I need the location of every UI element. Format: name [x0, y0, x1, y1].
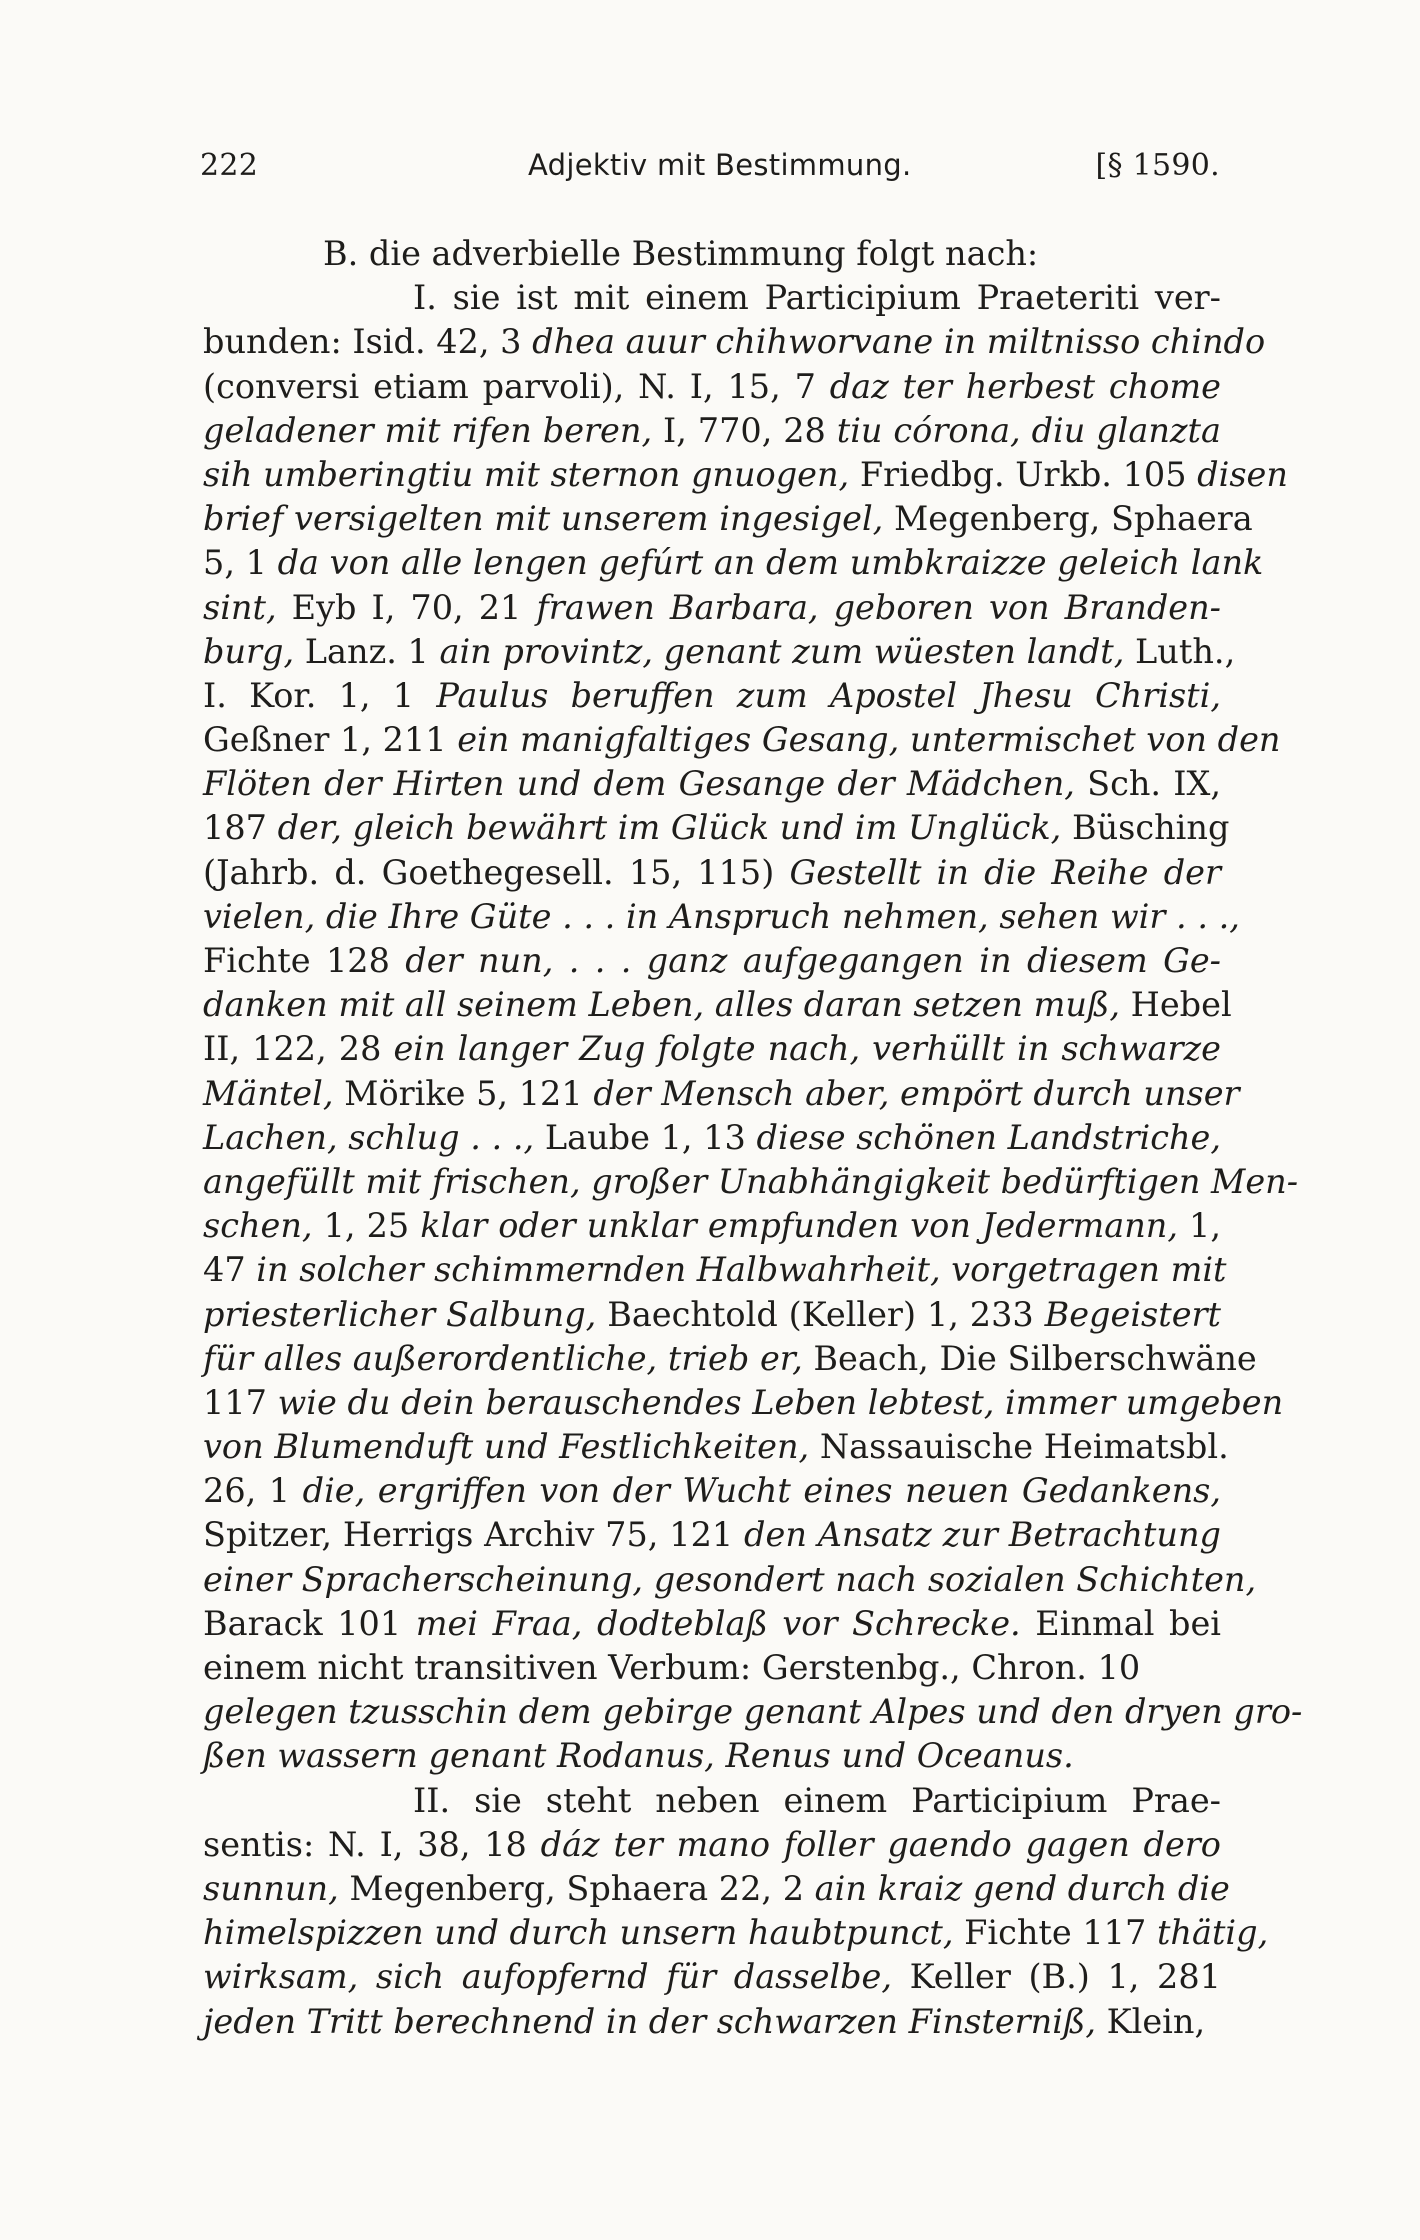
reference-text: Einmal bei	[1020, 1603, 1221, 1643]
quotation-text: priesterlicher Salbung,	[203, 1294, 597, 1334]
quotation-text: tiu córona, diu glanzta	[836, 410, 1221, 450]
page-header	[200, 148, 1220, 194]
text-line	[203, 409, 1221, 453]
reference-text: 1, 25	[312, 1206, 421, 1246]
text-line	[203, 586, 1221, 630]
reference-text: Lanz. 1	[294, 631, 440, 671]
quotation-text: Flöten der Hirten und dem Gesange der Mädchen,	[203, 764, 1075, 804]
reference-text: Sch. IX,	[1074, 764, 1221, 804]
quotation-text: die, ergriffen von der Wucht eines neuen Gedankens,	[302, 1471, 1222, 1511]
quotation-text: thätig,	[1156, 1913, 1269, 1953]
text-line	[203, 1204, 1221, 1248]
reference-text: I. Kor. 1, 1	[203, 675, 437, 715]
quotation-text: brief versigelten mit unserem ingesigel,	[203, 499, 884, 539]
text-line	[203, 1779, 1221, 1823]
text-line	[203, 1027, 1221, 1071]
text-line	[203, 1823, 1221, 1867]
quotation-text: Mäntel,	[203, 1073, 334, 1113]
text-line	[203, 1911, 1269, 1955]
text-line	[203, 1160, 1299, 1204]
reference-text: Luth.,	[1124, 631, 1236, 671]
reference-text: II. sie steht neben einem Participium Prae-	[413, 1780, 1221, 1820]
quotation-text: in solcher schimmernden Halbwahrheit, vorgetragen mit	[256, 1250, 1227, 1290]
text-line	[203, 1248, 1227, 1292]
section-marker: [§ 1590.	[1095, 148, 1220, 183]
text-line	[203, 1690, 1303, 1734]
text-line	[203, 1337, 1257, 1381]
quotation-text: danken mit all seinem Leben, alles daran setzen muß,	[203, 985, 1120, 1025]
quotation-text: wirksam, sich aufopfernd für dasselbe,	[203, 1957, 893, 1997]
quotation-text: burg,	[203, 631, 295, 671]
reference-text: 26, 1	[203, 1471, 303, 1511]
text-line	[203, 365, 1221, 409]
running-title: Adjektiv mit Bestimmung.	[528, 148, 912, 182]
quotation-text: geladener mit rifen beren,	[203, 410, 653, 450]
text-line	[203, 2000, 1221, 2044]
quotation-text: daz ter herbest chome	[829, 366, 1221, 406]
text-line	[203, 983, 1232, 1027]
reference-text: Geßner 1, 211	[203, 720, 458, 760]
text-line	[203, 1602, 1221, 1646]
quotation-text: ßen wassern genant Rodanus, Renus und Oceanus.	[203, 1736, 1074, 1776]
reference-text: I. sie ist mit einem Participium Praeteriti ver-	[413, 278, 1221, 318]
text-line	[203, 1469, 1221, 1513]
reference-text: Baechtold (Keller) 1, 233	[596, 1294, 1045, 1334]
reference-text: sentis: N. I, 38, 18	[203, 1824, 541, 1864]
text-line	[203, 453, 1288, 497]
quotation-text: schen,	[203, 1206, 313, 1246]
text-line	[203, 630, 1236, 674]
reference-text: Hebel	[1119, 985, 1232, 1025]
quotation-text: sih umberingtiu mit sternon gnuogen,	[203, 454, 850, 494]
quotation-text: mei Fraa, dodteblaß vor Schrecke.	[415, 1603, 1021, 1643]
reference-text: Spitzer, Herrigs Archiv 75, 121	[203, 1515, 745, 1555]
reference-text: II, 122, 28	[203, 1029, 394, 1069]
text-line	[203, 762, 1221, 806]
text-line	[203, 1734, 1221, 1778]
quotation-text: sint,	[203, 587, 277, 627]
reference-text: Büsching	[1061, 808, 1230, 848]
quotation-text: frawen Barbara, geboren von Branden-	[536, 587, 1221, 627]
quotation-text: der Mensch aber, empört durch unser	[593, 1073, 1240, 1113]
text-line	[203, 1381, 1284, 1425]
reference-text: Eyb I, 70, 21	[276, 587, 537, 627]
quotation-text: einer Spracherscheinung, gesondert nach sozialen Schichten,	[203, 1559, 1257, 1599]
reference-text: 117	[203, 1382, 278, 1422]
reference-text: 1,	[1178, 1206, 1221, 1246]
quotation-text: dhea auur chihworvane in miltnisso chindo	[532, 322, 1266, 362]
text-line	[203, 1293, 1221, 1337]
quotation-text: Gestellt in die Reihe der	[789, 852, 1221, 892]
reference-text: Keller (B.) 1, 281	[892, 1957, 1221, 1997]
reference-text: (Jahrb. d. Goethegesell. 15, 115)	[203, 852, 790, 892]
text-line	[203, 895, 1240, 939]
text-line	[203, 718, 1281, 762]
quotation-text: da von alle lengen gefúrt an dem umbkraizze geleich lank	[277, 543, 1264, 583]
reference-text: 47	[203, 1250, 257, 1290]
text-line	[203, 939, 1221, 983]
quotation-text: Begeistert	[1044, 1294, 1221, 1334]
text-line	[203, 497, 1253, 541]
reference-text: Barack 101	[203, 1603, 416, 1643]
text-line	[203, 1867, 1230, 1911]
quotation-text: von Blumenduft und Festlichkeiten,	[203, 1427, 810, 1467]
quotation-text: ein langer Zug folgte nach, verhüllt in schwarze	[393, 1029, 1221, 1069]
quotation-text: sunnun,	[203, 1868, 339, 1908]
reference-text: B. die adverbielle Bestimmung folgt nach:	[323, 234, 1039, 273]
text-line	[203, 1425, 1229, 1469]
reference-text: (conversi etiam parvoli), N. I, 15, 7	[203, 366, 830, 406]
quotation-text: vielen, die Ihre Güte . . . in Anspruch nehmen, sehen wir . . .,	[203, 896, 1240, 936]
text-line	[203, 1646, 1221, 1690]
reference-text: 187	[203, 808, 278, 848]
text-line	[203, 1116, 1221, 1160]
quotation-text: himelspizzen und durch unsern haubtpunct,	[203, 1913, 954, 1953]
text-line	[203, 674, 1221, 718]
quotation-text: wie du dein berauschendes Leben lebtest, immer umgeben	[277, 1382, 1284, 1422]
text-line	[203, 1072, 1240, 1116]
text-line	[203, 541, 1264, 585]
reference-text: Fichte 117	[953, 1913, 1157, 1953]
reference-text: einem nicht transitiven Verbum: Gerstenbg., Chron. 10	[203, 1648, 1141, 1687]
reference-text: Klein,	[1095, 2001, 1206, 2041]
reference-text: bunden: Isid. 42, 3	[203, 322, 533, 362]
reference-text: Friedbg. Urkb. 105	[849, 454, 1198, 494]
text-line	[203, 806, 1230, 850]
reference-text: Megenberg, Sphaera 22, 2	[338, 1868, 815, 1908]
quotation-text: Lachen, schlug . . .,	[203, 1117, 535, 1157]
text-line	[203, 1558, 1257, 1602]
reference-text: 5, 1	[203, 543, 278, 583]
quotation-text: der, gleich bewährt im Glück und im Unglück,	[277, 808, 1062, 848]
quotation-text: für alles außerordentliche, trieb er,	[203, 1338, 803, 1378]
text-line	[203, 851, 1221, 895]
reference-text: I, 770, 28	[652, 410, 837, 450]
page-number: 222	[200, 148, 259, 183]
quotation-text: Paulus beruffen zum Apostel Jhesu Christi,	[436, 675, 1222, 715]
text-line	[203, 1513, 1221, 1557]
quotation-text: der nun, . . . ganz aufgegangen in diesem Ge-	[405, 941, 1221, 980]
quotation-text: diese schönen Landstriche,	[756, 1117, 1222, 1157]
quotation-text: klar oder unklar empfunden von Jedermann,	[420, 1206, 1179, 1246]
reference-text: Fichte 128	[203, 941, 406, 980]
text-line	[203, 320, 1266, 364]
reference-text: Beach, Die Silberschwäne	[802, 1338, 1257, 1378]
quotation-text: disen	[1197, 454, 1288, 494]
reference-text: Mörike 5, 121	[333, 1073, 594, 1113]
reference-text: Megenberg, Sphaera	[883, 499, 1253, 539]
quotation-text: jeden Tritt berechnend in der schwarzen Finsterniß,	[203, 2001, 1096, 2041]
quotation-text: dáz ter mano foller gaendo gagen dero	[540, 1824, 1221, 1864]
text-line	[203, 1955, 1221, 1999]
quotation-text: gelegen tzusschin dem gebirge genant Alpes und den dryen gro-	[203, 1692, 1303, 1732]
body-text	[203, 232, 1303, 2044]
quotation-text: ain provintz, genant zum wüesten landt,	[439, 631, 1125, 671]
reference-text: Nassauische Heimatsbl.	[809, 1427, 1229, 1467]
quotation-text: angefüllt mit frischen, großer Unabhängigkeit bedürftigen Men-	[203, 1161, 1299, 1201]
quotation-text: ain kraiz gend durch die	[814, 1868, 1230, 1908]
text-line	[203, 276, 1221, 320]
text-line	[203, 232, 1221, 276]
quotation-text: ein manigfaltiges Gesang, untermischet von den	[457, 720, 1281, 760]
reference-text: Laube 1, 13	[534, 1117, 757, 1157]
quotation-text: den Ansatz zur Betrachtung	[744, 1515, 1221, 1555]
